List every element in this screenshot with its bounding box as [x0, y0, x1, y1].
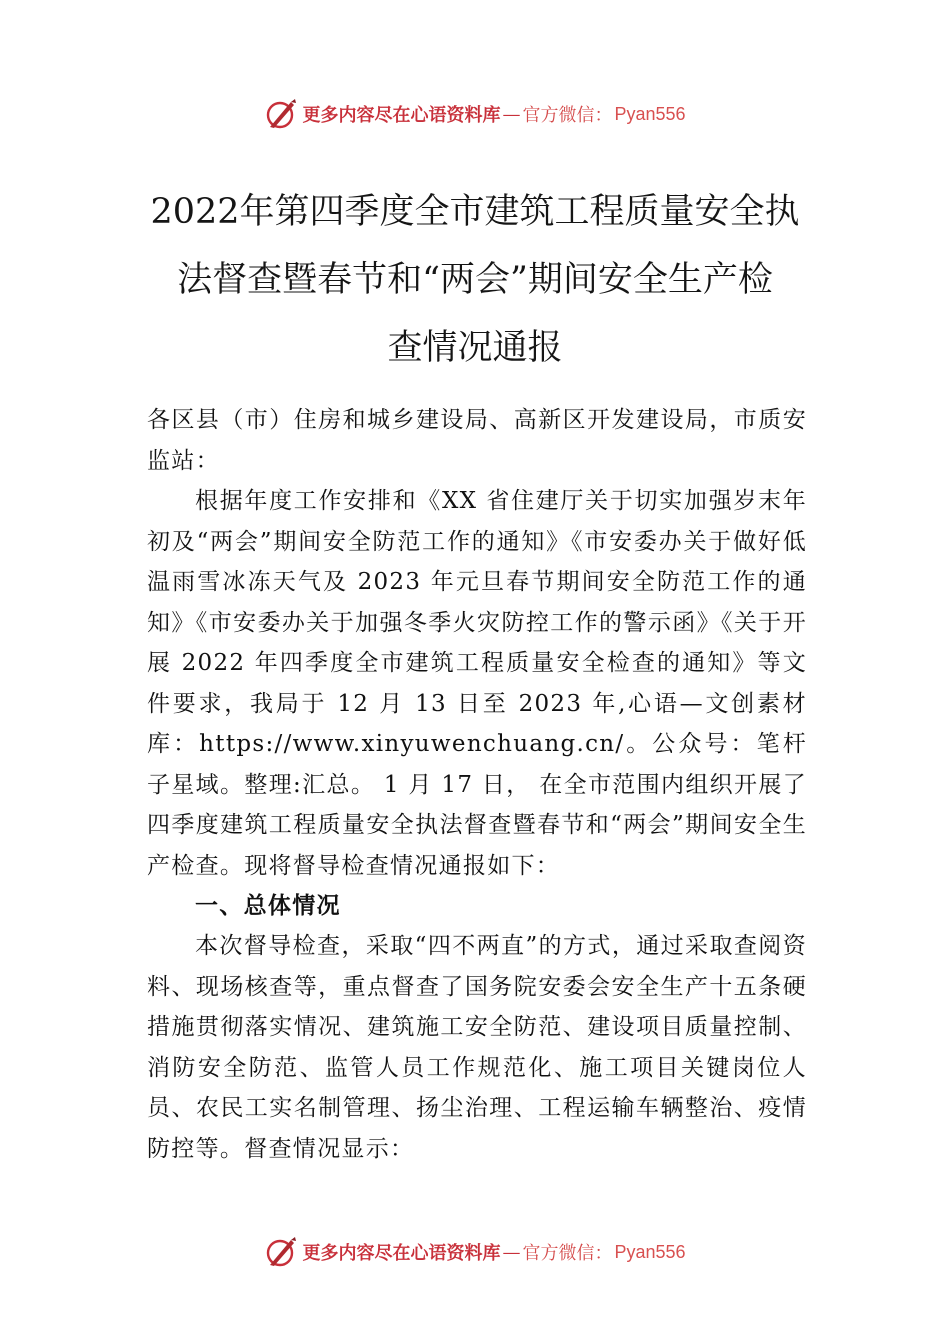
banner-wechat-id: Pyan556	[614, 1241, 686, 1262]
banner-brand-text: 更多内容尽在心语资料库	[302, 1243, 501, 1264]
banner-wechat-id: Pyan556	[614, 103, 686, 124]
banner-wechat-label: 官方微信：	[522, 105, 613, 126]
banner-separator: —	[502, 1241, 521, 1263]
section-paragraph: 本次督导检查，采取“四不两直”的方式，通过采取查阅资料、现场核查等，重点督查了国务院安委会安全生产十五条硬措施贯彻落实情况、建筑施工安全防范、建设项目质量控制、消防安全防范、监管人员工作规范化、施工项目关键岗位人员、农民工实名制管理、扬尘治理、工程运输车辆整治、疫情防控等。督查情况显示：	[147, 933, 807, 1162]
title-line: 查情况通报	[387, 328, 563, 368]
document-title	[100, 178, 850, 382]
quill-logo-icon	[264, 1235, 298, 1269]
footer-banner	[0, 1232, 950, 1272]
document-body	[147, 400, 807, 1169]
intro-paragraph: 根据年度工作安排和《XX 省住建厅关于切实加强岁末年初及“两会”期间安全防范工作的通知》《市安委办关于做好低温雨雪冰冻天气及 2023 年元旦春节期间安全防范工作的通知》《市安委办关于加强冬季火灾防控工作的警示函》《关于开展 2022 年四季度全市建筑工程质量安全检查的通知》等文件要求，我局于 12 月 13 日至 2023 年,心语—文创素材库：https://www.xinyuwenchuang.cn/。公众号：笔杆子星域。整理:汇总。 1 月 17 日， 在全市范围内组织开展了四季度建筑工程质量安全执法督查暨春节和“两会”期间安全生产检查。现将督导检查情况通报如下：	[147, 488, 807, 879]
banner-brand-text: 更多内容尽在心语资料库	[302, 105, 501, 126]
quill-logo-icon	[264, 97, 298, 131]
header-banner	[0, 94, 950, 134]
section-heading: 一、总体情况	[195, 893, 341, 919]
title-line: 2022年第四季度全市建筑工程质量安全执	[150, 192, 800, 232]
banner-separator: —	[502, 103, 521, 125]
banner-wechat-label: 官方微信：	[522, 1243, 613, 1264]
recipients-line: 各区县（市）住房和城乡建设局、高新区开发建设局，市质安监站：	[147, 407, 807, 474]
title-line: 法督查暨春节和“两会”期间安全生产检	[177, 260, 773, 300]
